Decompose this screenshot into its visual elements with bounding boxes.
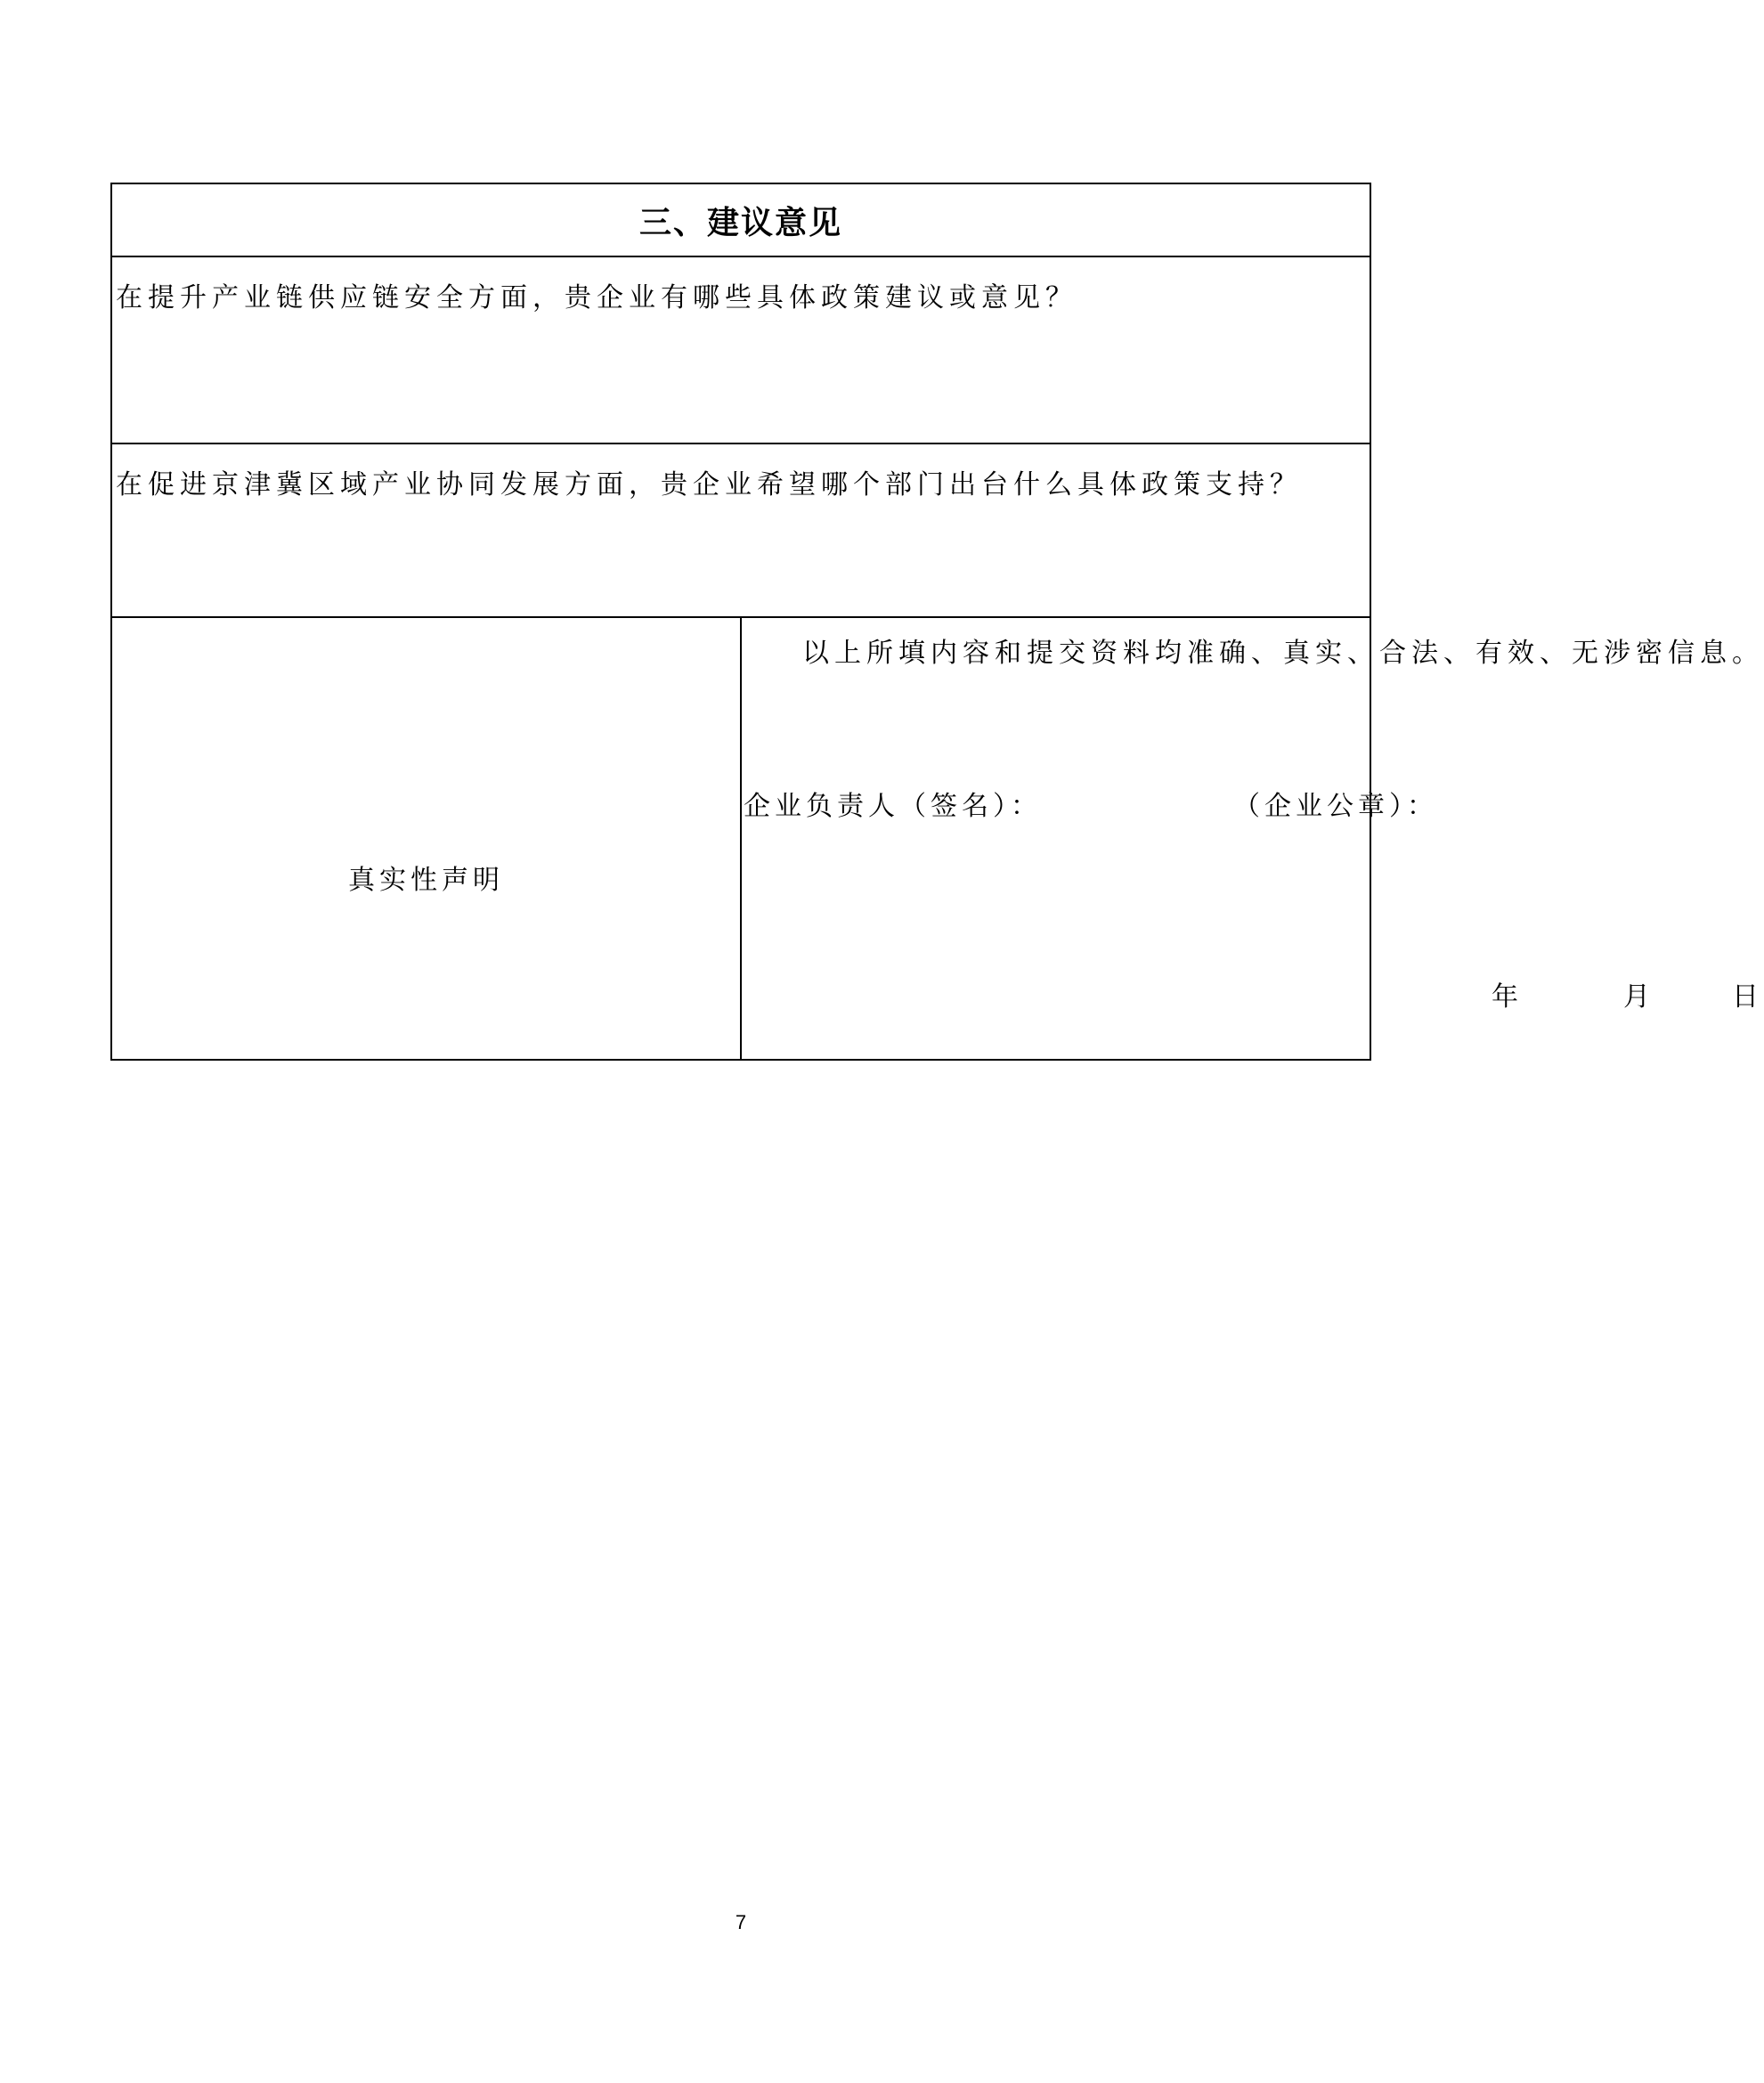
date-day-label: 日 (1732, 981, 1759, 1013)
question-row-2 (111, 443, 1370, 617)
question-text-regional-coordination: 在促进京津冀区域产业协同发展方面，贵企业希望哪个部门出台什么具体政策支持？ (116, 469, 1302, 500)
declaration-label-cell (111, 617, 741, 1060)
question-cell-supply-chain[interactable] (111, 256, 1370, 443)
declaration-label: 真实性声明 (348, 864, 504, 896)
section-header-row (111, 183, 1370, 256)
date-month-label: 月 (1623, 981, 1650, 1013)
question-text-supply-chain: 在提升产业链供应链安全方面，贵企业有哪些具体政策建议或意见？ (116, 282, 1077, 313)
declaration-row (111, 617, 1370, 1060)
declaration-content-cell (741, 617, 1764, 1060)
question-row-1 (111, 256, 1370, 443)
date-year-label: 年 (1492, 981, 1518, 1013)
page-number: 7 (735, 1911, 747, 1933)
suggestions-form-table (110, 183, 1764, 1061)
signature-label: 企业负责人（签名）： (744, 791, 1042, 822)
section-title-text: 三、建议意见 (638, 204, 842, 241)
section-title (111, 183, 1370, 256)
company-seal-label: （企业公章）： (1233, 791, 1438, 822)
declaration-statement: 以上所填内容和提交资料均准确、真实、合法、有效、无涉密信息。 (802, 638, 1764, 669)
question-cell-regional-coordination[interactable] (111, 443, 1370, 617)
